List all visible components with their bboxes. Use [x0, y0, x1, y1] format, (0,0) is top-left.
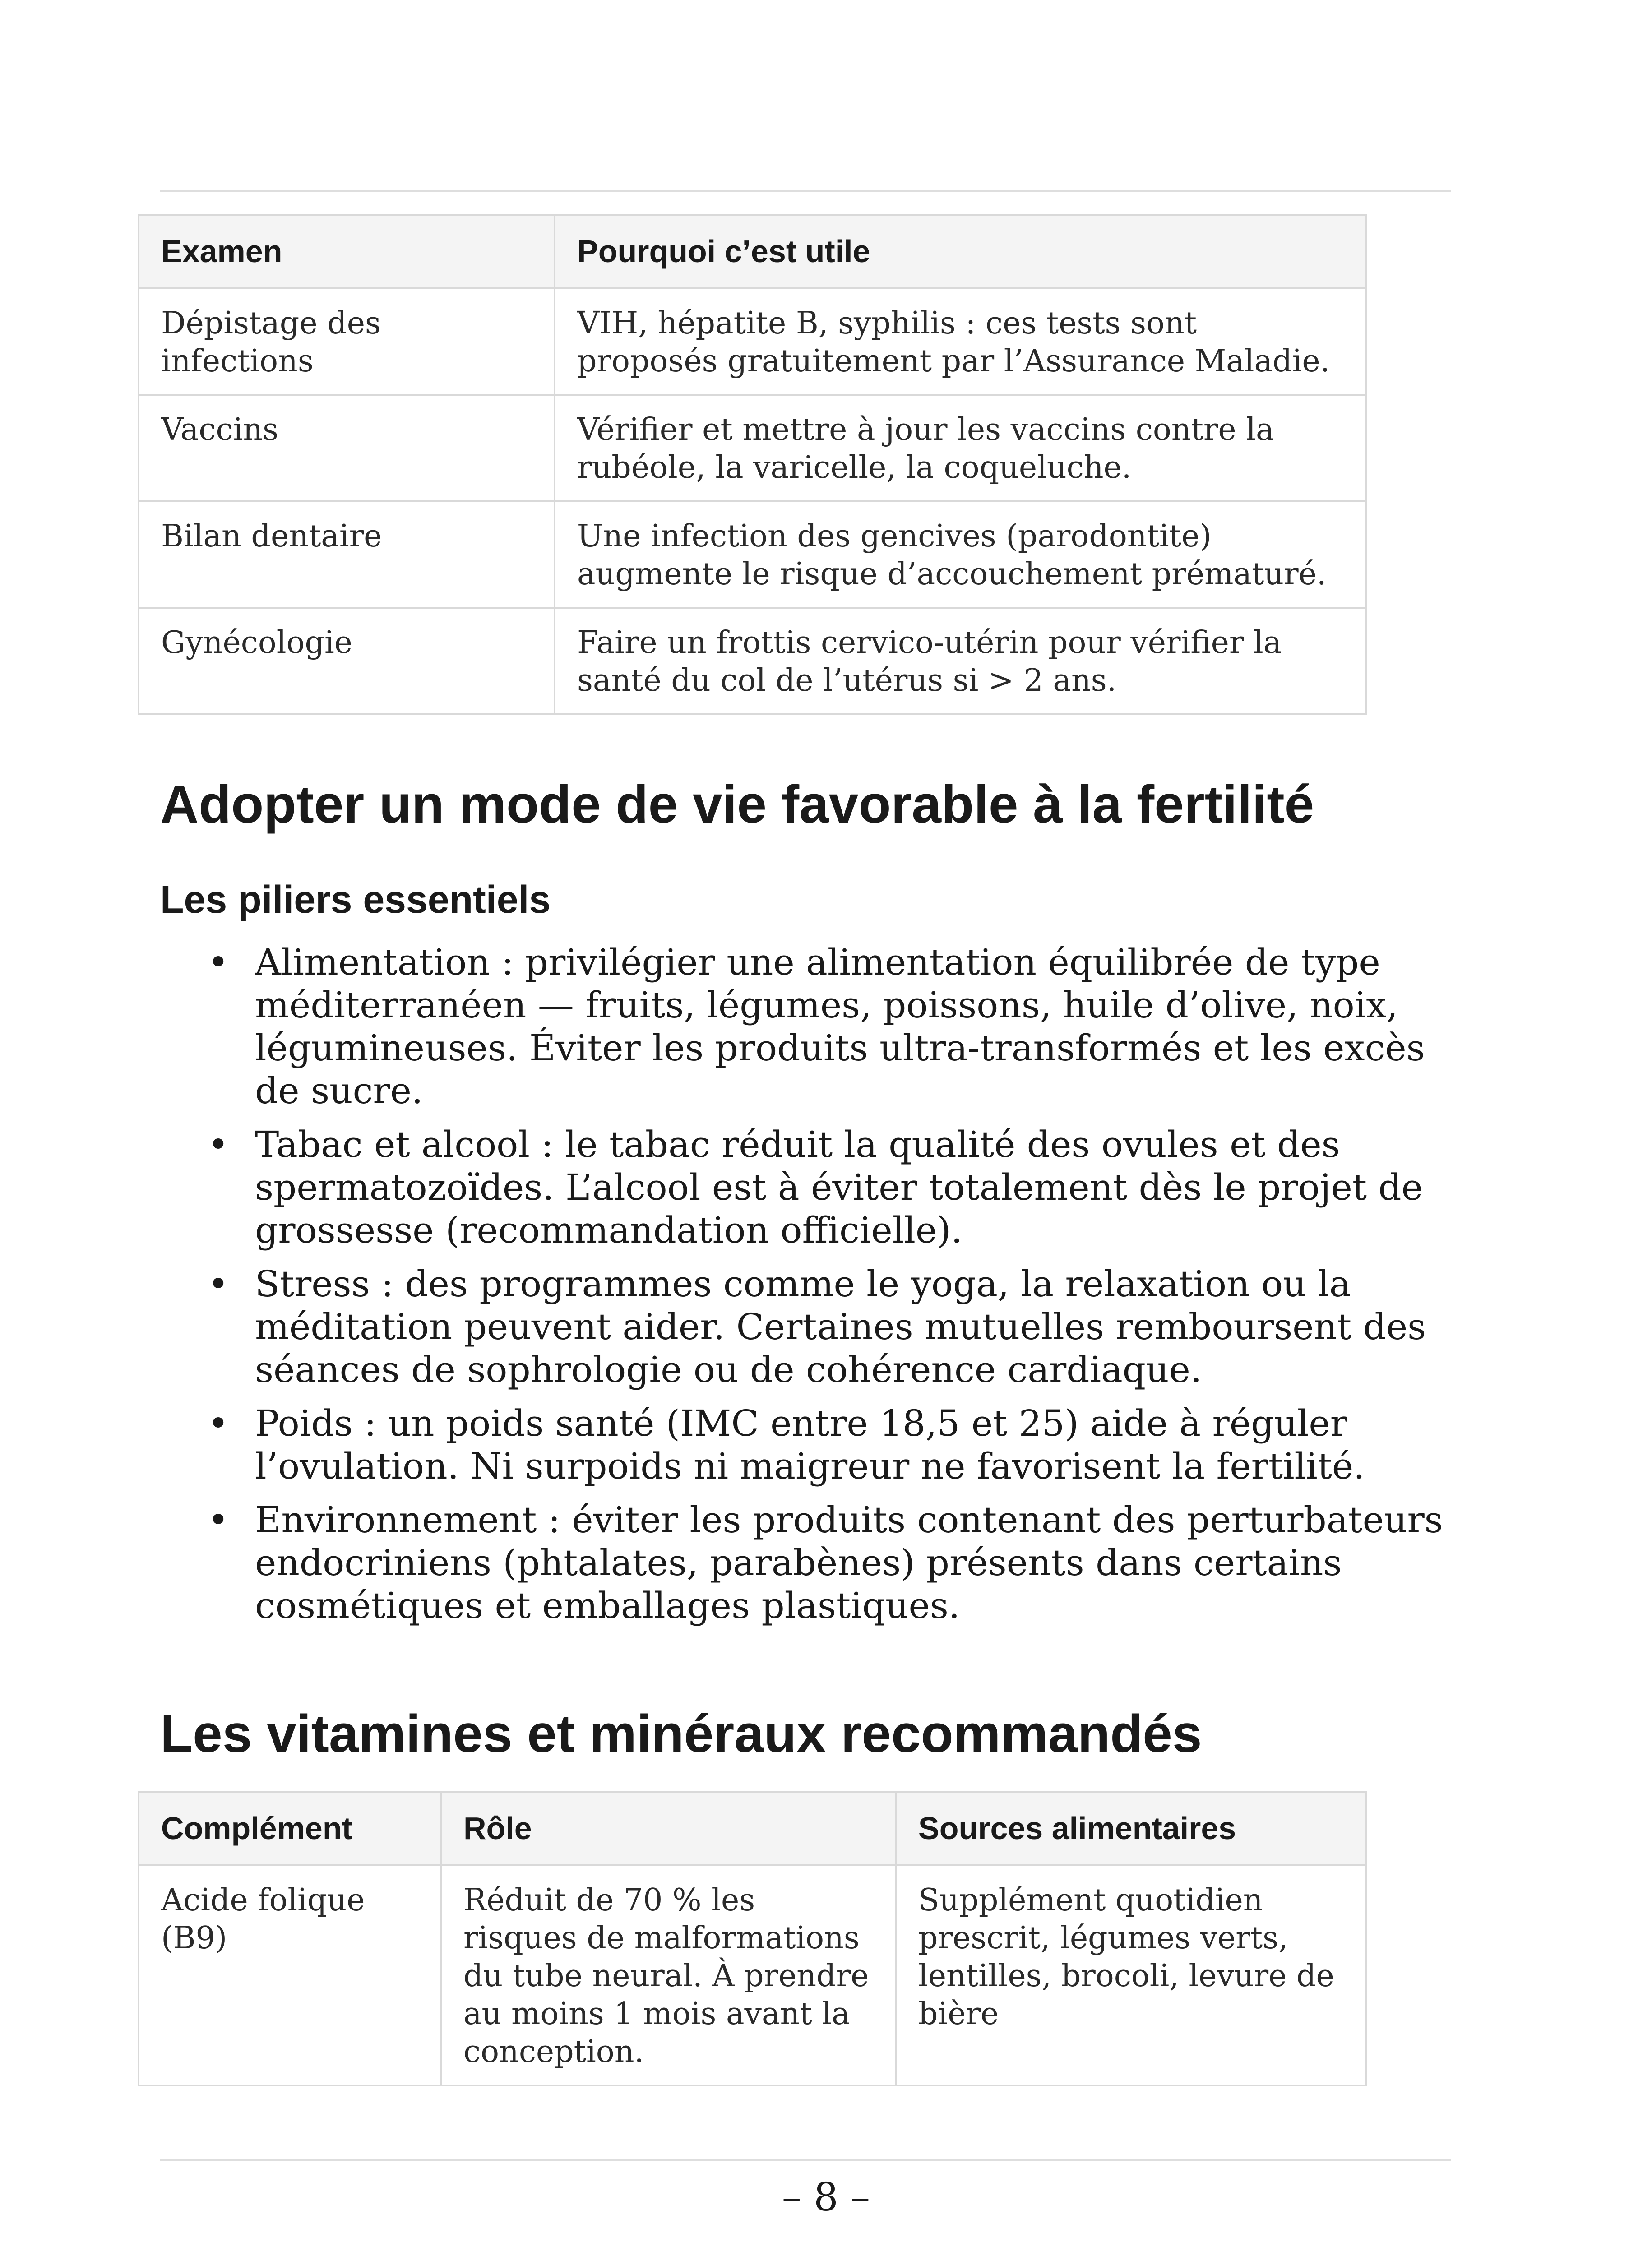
footer-divider: [160, 2159, 1451, 2161]
pillars-list: [208, 941, 1446, 1638]
column-header-complement: Complément: [139, 1792, 441, 1865]
table-cell: Faire un frottis cervico-utérin pour vérifier la santé du col de l’utérus si > 2 ans.: [555, 608, 1366, 714]
list-item: [208, 1402, 1446, 1488]
list-item-text: Environnement : éviter les produits contenant des perturbateurs endocriniens (phtalates, parabènes) présents dans certains cosmétiques et emballages plastiques.: [255, 1499, 1443, 1627]
list-item: [208, 1262, 1446, 1391]
table-row: [139, 501, 1366, 608]
table-cell: Réduit de 70 % les risques de malformations du tube neural. À prendre au moins 1 mois avant la conception.: [441, 1865, 896, 2085]
bullet-icon: •: [208, 1123, 229, 1165]
table-cell: VIH, hépatite B, syphilis : ces tests sont proposés gratuitement par l’Assurance Maladie.: [555, 288, 1366, 395]
table-cell: Vérifier et mettre à jour les vaccins contre la rubéole, la varicelle, la coqueluche.: [555, 395, 1366, 501]
section-heading-vitamines: Les vitamines et minéraux recommandés: [160, 1704, 1202, 1764]
column-header-sources: Sources alimentaires: [896, 1792, 1366, 1865]
list-item-text: Stress : des programmes comme le yoga, la relaxation ou la méditation peuvent aider. Certaines mutuelles remboursent des séances de sophrologie ou de cohérence cardiaque.: [255, 1263, 1426, 1391]
table-cell: Acide folique (B9): [139, 1865, 441, 2085]
table-header-row: [139, 1792, 1366, 1865]
exam-table: [138, 214, 1367, 715]
table-cell: Une infection des gencives (parodontite) augmente le risque d’accouchement prématuré.: [555, 501, 1366, 608]
column-header-pourquoi: Pourquoi c’est utile: [555, 215, 1366, 288]
bullet-icon: •: [208, 1402, 229, 1444]
table-cell: Supplément quotidien prescrit, légumes verts, lentilles, brocoli, levure de bière: [896, 1865, 1366, 2085]
table-row: [139, 395, 1366, 501]
list-item-text: Poids : un poids santé (IMC entre 18,5 et 25) aide à réguler l’ovulation. Ni surpoids ni maigreur ne favorisent la fertilité.: [255, 1402, 1365, 1487]
table-cell: Dépistage des infections: [139, 288, 555, 395]
list-item-text: Alimentation : privilégier une alimentation équilibrée de type méditerranéen — fruits, légumes, poissons, huile d’olive, noix, légumineuses. Éviter les produits ultra-transformés et les excès de sucre.: [255, 941, 1425, 1112]
bullet-icon: •: [208, 941, 229, 983]
subsection-heading-piliers: Les piliers essentiels: [160, 878, 551, 921]
list-item: [208, 1498, 1446, 1627]
bullet-icon: •: [208, 1263, 229, 1305]
table-cell: Bilan dentaire: [139, 501, 555, 608]
list-item-text: Tabac et alcool : le tabac réduit la qualité des ovules et des spermatozoïdes. L’alcool est à éviter totalement dès le projet de grossesse (recommandation officielle).: [255, 1123, 1423, 1251]
table-row: [139, 1865, 1366, 2085]
table-cell: Vaccins: [139, 395, 555, 501]
bullet-icon: •: [208, 1499, 229, 1541]
column-header-examen: Examen: [139, 215, 555, 288]
page-number: – 8 –: [782, 2175, 870, 2220]
header-divider: [160, 190, 1451, 192]
list-item: [208, 1123, 1446, 1252]
section-heading-mode-de-vie: Adopter un mode de vie favorable à la fertilité: [160, 775, 1314, 834]
table-cell: Gynécologie: [139, 608, 555, 714]
column-header-role: Rôle: [441, 1792, 896, 1865]
vitamins-table: [138, 1791, 1367, 2086]
table-row: [139, 608, 1366, 714]
list-item: [208, 941, 1446, 1112]
table-header-row: [139, 215, 1366, 288]
table-row: [139, 288, 1366, 395]
